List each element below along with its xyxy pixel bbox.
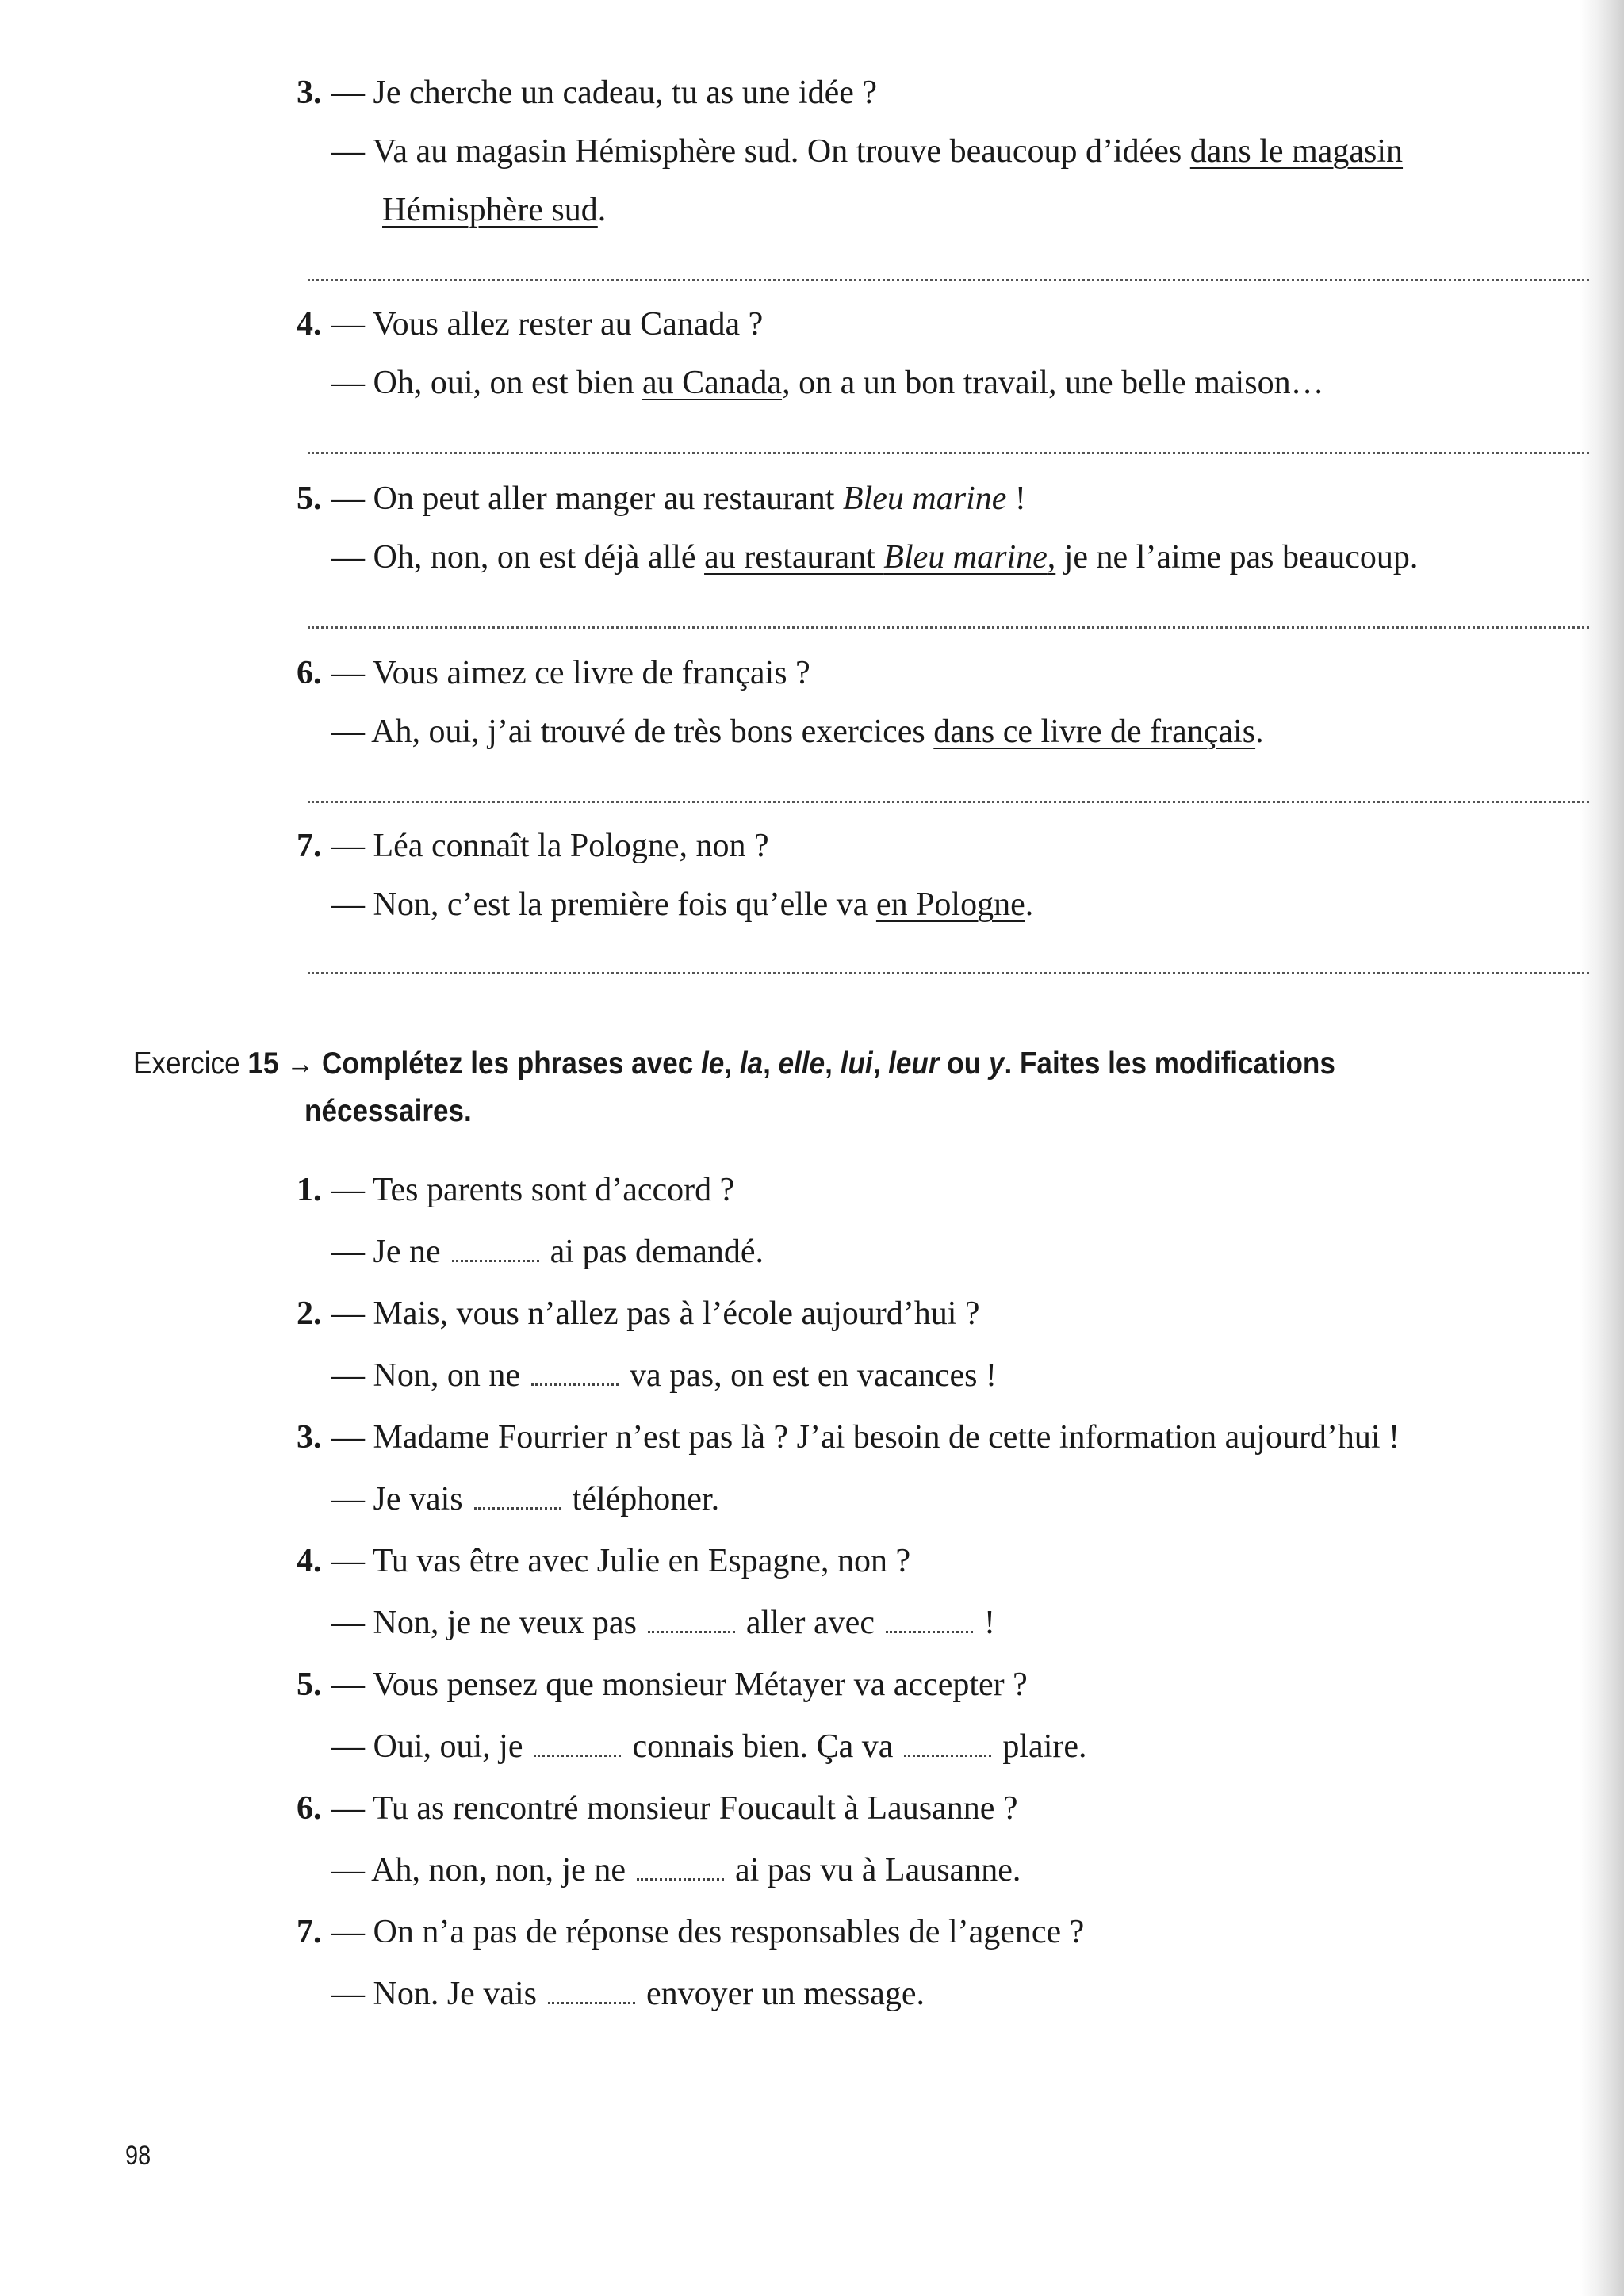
page-number: 98 — [125, 2141, 151, 2171]
list-item: 4. — Tu vas être avec Julie en Espagne, non ? — Non, je ne veux pas aller avec ! — [297, 1543, 995, 1641]
blank-field[interactable] — [474, 1483, 561, 1510]
blank-field[interactable] — [886, 1607, 973, 1633]
list-item: 2. — Mais, vous n’allez pas à l’école aujourd’hui ? — Non, on ne va pas, on est en vacances ! — [297, 1295, 997, 1394]
exercise-header: Exercice 15 → Complétez les phrases avec le, la, elle, lui, leur ou y. Faites les modifications nécessaires. — [133, 1047, 1335, 1128]
answer-line-3[interactable] — [308, 279, 1589, 281]
answer-line-7[interactable] — [308, 972, 1589, 974]
answer-line-5[interactable] — [308, 626, 1589, 629]
list-item: 5. — Vous pensez que monsieur Métayer va accepter ? — Oui, oui, je connais bien. Ça va plaire. — [297, 1667, 1087, 1765]
blank-field[interactable] — [648, 1607, 735, 1633]
list-item: 6. — Tu as rencontré monsieur Foucault à Lausanne ? — Ah, non, non, je ne ai pas vu à Lausanne. — [297, 1790, 1021, 1888]
question-5-top: 5. — On peut aller manger au restaurant Bleu marine ! — Oh, non, on est déjà allé au restaurant Bleu marine, je ne l’aime pas beaucoup. — [297, 480, 1419, 576]
list-item: 1. — Tes parents sont d’accord ? — Je ne ai pas demandé. — [297, 1172, 764, 1270]
question-4-top: 4. — Vous allez rester au Canada ? — Oh, oui, on est bien au Canada, on a un bon travail, une belle maison… — [297, 306, 1324, 401]
answer-line-4[interactable] — [308, 452, 1589, 454]
question-7-top: 7. — Léa connaît la Pologne, non ? — Non, c’est la première fois qu’elle va en Pologne. — [297, 828, 1034, 923]
blank-field[interactable] — [534, 1731, 621, 1757]
blank-field[interactable] — [531, 1360, 619, 1386]
blank-field[interactable] — [452, 1236, 539, 1262]
list-item: 3. — Madame Fourrier n’est pas là ? J’ai besoin de cette information aujourd’hui ! — Je vais téléphoner. — [297, 1419, 1400, 1517]
blank-field[interactable] — [548, 1978, 635, 2004]
blank-field[interactable] — [637, 1854, 724, 1881]
exercise-15-list — [297, 1159, 1597, 2025]
answer-line-6[interactable] — [308, 801, 1589, 803]
list-item: 7. — On n’a pas de réponse des responsables de l’agence ? — Non. Je vais envoyer un message. — [297, 1914, 1085, 2012]
blank-field[interactable] — [904, 1731, 991, 1757]
question-6-top: 6. — Vous aimez ce livre de français ? — Ah, oui, j’ai trouvé de très bons exercices dans ce livre de français. — [297, 655, 1264, 750]
arrow-icon: → — [286, 1047, 315, 1081]
question-3-top: 3. — Je cherche un cadeau, tu as une idée ? — Va au magasin Hémisphère sud. On trouve beaucoup d’idées dans le magasin Hémisphère sud. — [297, 75, 1404, 228]
